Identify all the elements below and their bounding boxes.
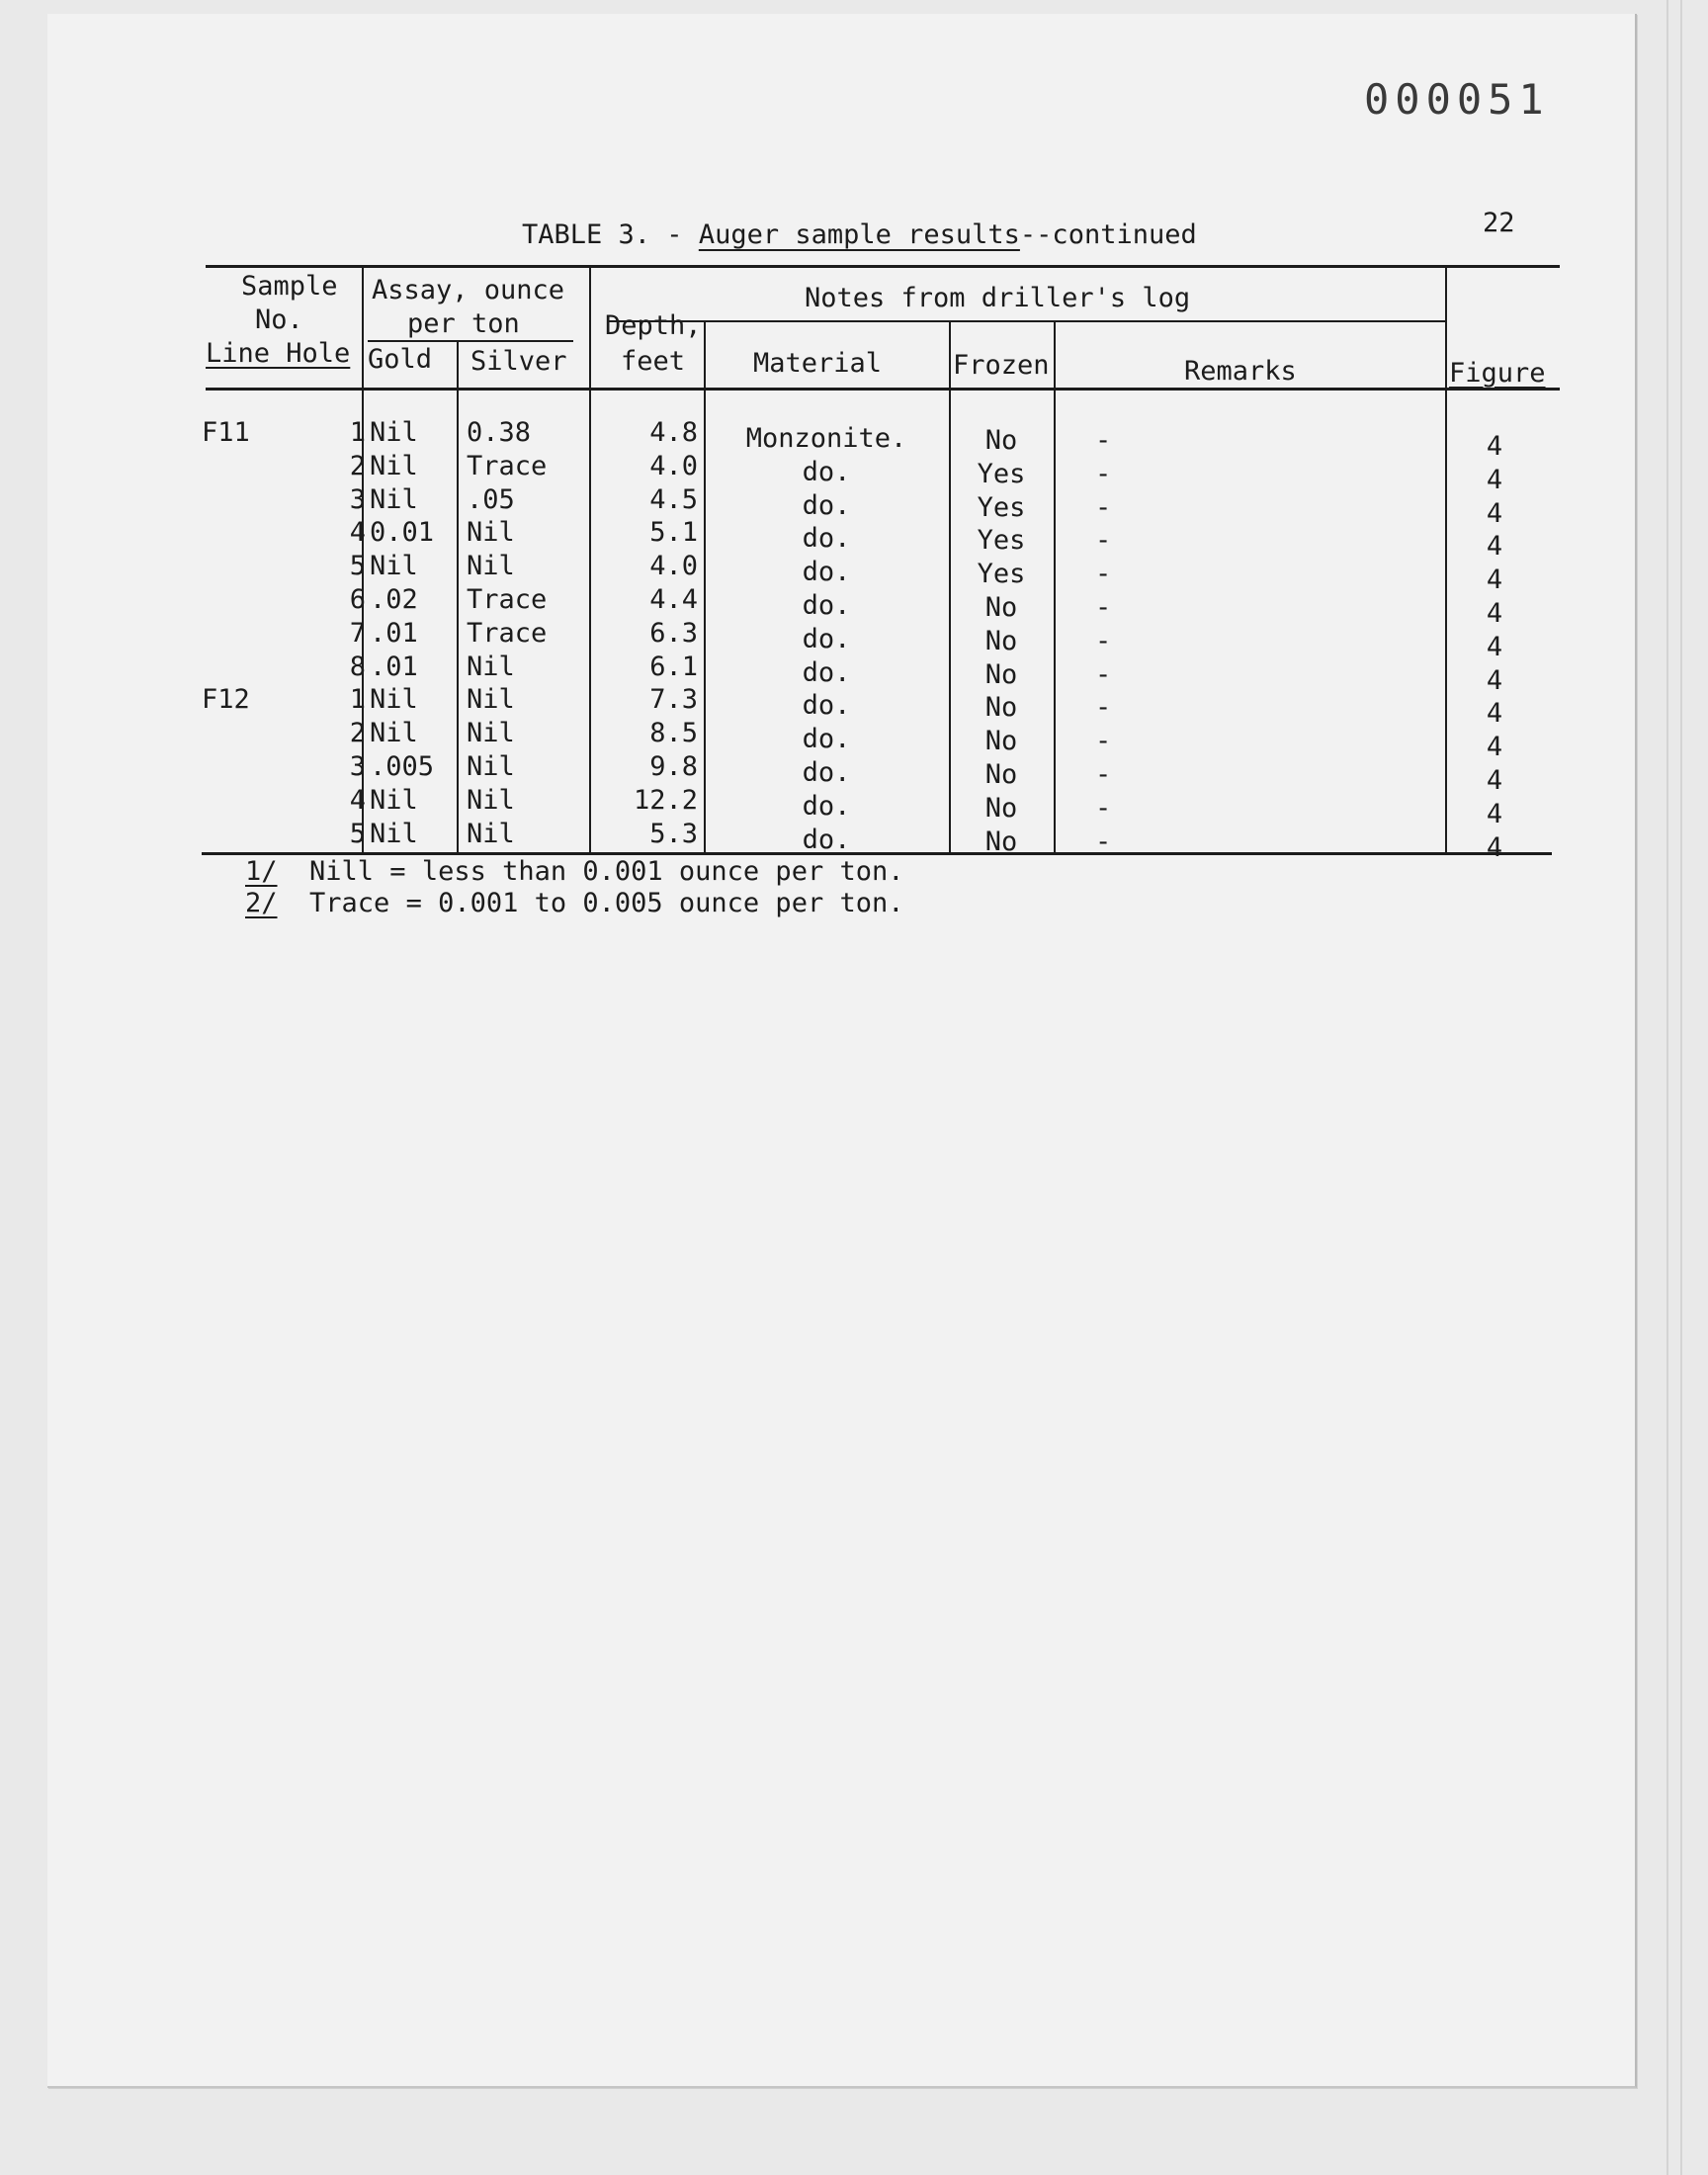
cell-material: do. <box>802 656 851 688</box>
cell-depth: 9.8 <box>649 751 698 782</box>
cell-material: do. <box>802 757 851 788</box>
cell-figure: 4 <box>1486 531 1503 563</box>
cell-material: do. <box>802 824 851 855</box>
cell-gold: 0.01 <box>370 517 435 549</box>
cell-hole: 5 <box>349 551 366 582</box>
title-suffix: --continued <box>1019 219 1197 250</box>
cell-remarks: - <box>1095 625 1112 656</box>
footnote <box>245 888 903 918</box>
cell-depth: 6.3 <box>649 617 698 649</box>
cell-gold: .01 <box>370 651 418 682</box>
cell-hole: 8 <box>349 651 366 682</box>
cell-depth: 6.1 <box>649 651 698 682</box>
cell-silver: Trace <box>467 450 548 481</box>
cell-gold: Nil <box>370 718 418 749</box>
col-divider <box>949 320 951 852</box>
cell-remarks: - <box>1095 759 1112 790</box>
cell-frozen: No <box>984 726 1018 757</box>
cell-hole: 2 <box>349 718 366 749</box>
cell-remarks: - <box>1095 726 1112 757</box>
table-title <box>522 219 1197 250</box>
header-per-ton: per ton <box>407 308 520 339</box>
cell-gold: Nil <box>370 784 418 816</box>
cell-material: do. <box>802 557 851 588</box>
table-top-rule <box>206 265 1560 268</box>
cell-hole: 4 <box>349 784 366 816</box>
header-feet: feet <box>621 346 686 377</box>
cell-gold: Nil <box>370 818 418 849</box>
cell-remarks: - <box>1095 792 1112 824</box>
cell-silver: .05 <box>467 483 515 515</box>
header-notes: Notes from driller's log <box>805 283 1191 313</box>
document-number: 000051 <box>1364 75 1550 124</box>
scan-edge <box>1666 0 1668 2175</box>
cell-depth: 4.4 <box>649 584 698 615</box>
cell-material: do. <box>802 489 851 521</box>
header-silver: Silver <box>470 346 567 377</box>
cell-remarks: - <box>1095 658 1112 690</box>
cell-remarks: - <box>1095 692 1112 724</box>
cell-material: do. <box>802 590 851 621</box>
header-bottom-rule <box>206 388 1560 391</box>
notes-rule <box>607 320 1445 322</box>
document-page <box>47 14 1637 2088</box>
cell-figure: 4 <box>1486 765 1503 796</box>
cell-gold: .01 <box>370 617 418 649</box>
cell-frozen: No <box>984 625 1018 656</box>
cell-figure: 4 <box>1486 664 1503 696</box>
cell-silver: Nil <box>467 517 515 549</box>
cell-frozen: No <box>984 792 1018 824</box>
cell-material: do. <box>802 456 851 487</box>
header-gold: Gold <box>368 344 433 375</box>
header-line-hole: Line Hole <box>206 338 351 369</box>
footnote-number: 1/ <box>245 856 278 887</box>
cell-hole: 6 <box>349 584 366 615</box>
cell-remarks: - <box>1095 458 1112 489</box>
cell-material: do. <box>802 690 851 722</box>
cell-frozen: No <box>984 692 1018 724</box>
cell-depth: 4.5 <box>649 483 698 515</box>
cell-silver: Nil <box>467 651 515 682</box>
cell-remarks: - <box>1095 425 1112 456</box>
cell-figure: 4 <box>1486 565 1503 596</box>
cell-remarks: - <box>1095 592 1112 623</box>
cell-depth: 4.0 <box>649 450 698 481</box>
col-divider <box>704 320 706 852</box>
cell-remarks: - <box>1095 491 1112 523</box>
cell-frozen: Yes <box>977 525 1026 557</box>
cell-hole: 1 <box>349 684 366 716</box>
cell-hole: 3 <box>349 483 366 515</box>
cell-material: Monzonite. <box>745 423 907 454</box>
cell-material: do. <box>802 790 851 822</box>
cell-silver: Trace <box>467 617 548 649</box>
header-material: Material <box>753 348 883 379</box>
cell-depth: 4.0 <box>649 551 698 582</box>
cell-line: F12 <box>202 684 250 716</box>
cell-hole: 3 <box>349 751 366 782</box>
cell-figure: 4 <box>1486 698 1503 730</box>
cell-depth: 12.2 <box>633 784 698 816</box>
cell-hole: 7 <box>349 617 366 649</box>
col-divider <box>1054 320 1056 852</box>
footnote-text: Nill = less than 0.001 ounce per ton. <box>309 856 904 887</box>
cell-frozen: Yes <box>977 559 1026 590</box>
footnote-text: Trace = 0.001 to 0.005 ounce per ton. <box>309 888 904 918</box>
cell-material: do. <box>802 623 851 654</box>
cell-gold: Nil <box>370 551 418 582</box>
cell-silver: Trace <box>467 584 548 615</box>
footnote-number: 2/ <box>245 888 278 918</box>
header-assay: Assay, ounce <box>372 275 565 305</box>
cell-silver: Nil <box>467 684 515 716</box>
cell-depth: 5.1 <box>649 517 698 549</box>
cell-frozen: No <box>984 759 1018 790</box>
cell-line: F11 <box>202 417 250 448</box>
cell-hole: 1 <box>349 417 366 448</box>
cell-figure: 4 <box>1486 497 1503 529</box>
cell-gold: .02 <box>370 584 418 615</box>
header-remarks: Remarks <box>1184 356 1297 387</box>
cell-figure: 4 <box>1486 831 1503 863</box>
assay-rule <box>368 340 573 342</box>
cell-gold: Nil <box>370 483 418 515</box>
col-divider <box>457 342 459 852</box>
cell-depth: 7.3 <box>649 684 698 716</box>
scan-edge <box>1680 0 1682 2175</box>
col-divider <box>589 267 591 852</box>
cell-gold: Nil <box>370 417 418 448</box>
cell-figure: 4 <box>1486 464 1503 495</box>
cell-frozen: No <box>984 425 1018 456</box>
cell-figure: 4 <box>1486 631 1503 662</box>
page-number: 22 <box>1483 208 1515 238</box>
cell-frozen: No <box>984 658 1018 690</box>
cell-silver: Nil <box>467 784 515 816</box>
cell-remarks: - <box>1095 525 1112 557</box>
cell-figure: 4 <box>1486 431 1503 462</box>
cell-gold: Nil <box>370 450 418 481</box>
header-sample: Sample <box>241 271 338 302</box>
cell-depth: 8.5 <box>649 718 698 749</box>
cell-figure: 4 <box>1486 598 1503 629</box>
header-depth: Depth, <box>605 310 702 341</box>
cell-material: do. <box>802 523 851 555</box>
cell-silver: Nil <box>467 551 515 582</box>
title-underlined: Auger sample results <box>698 219 1020 250</box>
cell-hole: 4 <box>349 517 366 549</box>
cell-depth: 4.8 <box>649 417 698 448</box>
cell-hole: 2 <box>349 450 366 481</box>
cell-silver: Nil <box>467 718 515 749</box>
header-sample-no: No. <box>255 304 303 335</box>
cell-frozen: No <box>984 826 1018 857</box>
cell-depth: 5.3 <box>649 818 698 849</box>
footnote <box>245 856 903 887</box>
header-figure: Figure <box>1449 358 1546 389</box>
header-frozen: Frozen <box>953 350 1050 381</box>
cell-remarks: - <box>1095 559 1112 590</box>
cell-silver: 0.38 <box>467 417 532 448</box>
cell-gold: .005 <box>370 751 435 782</box>
cell-silver: Nil <box>467 751 515 782</box>
cell-gold: Nil <box>370 684 418 716</box>
cell-figure: 4 <box>1486 732 1503 763</box>
cell-hole: 5 <box>349 818 366 849</box>
cell-material: do. <box>802 724 851 755</box>
cell-frozen: No <box>984 592 1018 623</box>
cell-frozen: Yes <box>977 458 1026 489</box>
cell-figure: 4 <box>1486 798 1503 829</box>
cell-frozen: Yes <box>977 491 1026 523</box>
cell-remarks: - <box>1095 826 1112 857</box>
title-prefix: TABLE 3. - <box>522 219 699 250</box>
cell-silver: Nil <box>467 818 515 849</box>
